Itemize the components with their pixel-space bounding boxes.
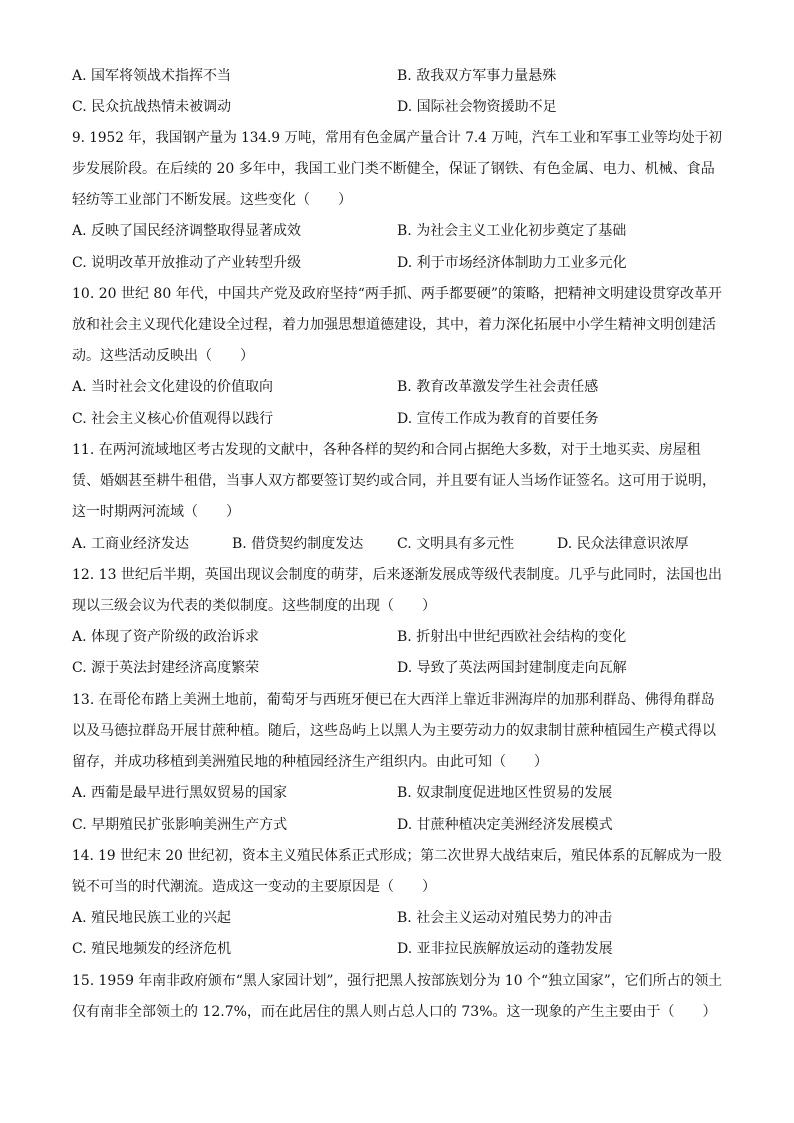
q8-option-a[interactable]: A. 国军将领战术指挥不当 [72,68,232,84]
q9-stem-line: 步发展阶段。在后续的 20 多年中，我国工业门类不断健全，保证了钢铁、有色金属、电力、机械、食品 [72,161,715,177]
q10-option-c[interactable]: C. 社会主义核心价值观得以践行 [72,411,274,427]
q9-option-a[interactable]: A. 反映了国民经济调整取得显著成效 [72,223,302,239]
q12-stem-line: 现以三级会议为代表的类似制度。这些制度的出现（ ） [72,598,436,614]
q13-option-c[interactable]: C. 早期殖民扩张影响美洲生产方式 [72,817,288,833]
q9-stem-line: 9. 1952 年，我国钢产量为 134.9 万吨，常用有色金属产量合计 7.4 万吨，汽车工业和军事工业等均处于初 [72,130,722,146]
q10-stem-line: 放和社会主义现代化建设全过程，着力加强思想道德建设，其中，着力深化拓展中小学生精神文明创建活 [72,317,716,333]
q15-stem-line: 仅有南非全部领土的 12.7%，而在此居住的黑人则占总人口的 73%。这一现象的产生主要由于（ ） [72,1004,717,1020]
q10-stem-line: 动。这些活动反映出（ ） [72,348,254,364]
q15-stem-line: 15. 1959 年南非政府颁布“黑人家园计划”，强行把黑人按部族划分为 10 个“独立国家”，它们所占的领土 [72,973,723,989]
q11-stem-line: 11. 在两河流域地区考古发现的文献中，各种各样的契约和合同占据绝大多数，对于土地买卖、房屋租 [72,442,701,458]
q14-stem-line: 锐不可当的时代潮流。造成这一变动的主要原因是（ ） [72,879,436,895]
q9-option-d[interactable]: D. 利于市场经济体制助力工业多元化 [397,255,627,271]
q11-option-d[interactable]: D. 民众法律意识浓厚 [557,536,689,552]
q10-option-a[interactable]: A. 当时社会文化建设的价值取向 [72,379,274,395]
q13-stem-line: 留存，并成功移植到美洲殖民地的种植园经济生产组织内。由此可知（ ） [72,754,548,770]
q14-option-c[interactable]: C. 殖民地频发的经济危机 [72,941,232,957]
q13-stem-line: 13. 在哥伦布踏上美洲土地前，葡萄牙与西班牙便已在大西洋上靠近非洲海岸的加那利群岛、佛得角群岛 [72,692,715,708]
q12-option-b[interactable]: B. 折射出中世纪西欧社会结构的变化 [397,629,627,645]
q9-option-c[interactable]: C. 说明改革开放推动了产业转型升级 [72,255,302,271]
q9-stem-line: 轻纺等工业部门不断发展。这些变化（ ） [72,192,352,208]
q10-option-b[interactable]: B. 教育改革激发学生社会责任感 [397,379,599,395]
q12-stem-line: 12. 13 世纪后半期，英国出现议会制度的萌芽，后来逐渐发展成等级代表制度。几乎与此同时，法国也出 [72,567,723,583]
q10-option-d[interactable]: D. 宣传工作成为教育的首要任务 [397,411,599,427]
q14-option-b[interactable]: B. 社会主义运动对殖民势力的冲击 [397,910,613,926]
q10-stem-line: 10. 20 世纪 80 年代，中国共产党及政府坚持“两手抓、两手都要硬”的策略，把精神文明建设贯穿改革开 [72,286,723,302]
q14-option-a[interactable]: A. 殖民地民族工业的兴起 [72,910,232,926]
q11-stem-line: 赁、婚姻甚至耕牛租借，当事人双方都要签订契约或合同，并且要有证人当场作证签名。这可用于说明， [72,473,716,489]
q12-option-d[interactable]: D. 导致了英法两国封建制度走向瓦解 [397,660,627,676]
q11-option-c[interactable]: C. 文明具有多元性 [397,536,515,552]
q12-option-c[interactable]: C. 源于英法封建经济高度繁荣 [72,660,260,676]
q8-option-d[interactable]: D. 国际社会物资援助不足 [397,99,557,115]
q13-stem-line: 以及马德拉群岛开展甘蔗种植。随后，这些岛屿上以黑人为主要劳动力的奴隶制甘蔗种植园生产模式得以 [72,723,716,739]
q14-stem-line: 14. 19 世纪末 20 世纪初，资本主义殖民体系正式形成；第二次世界大战结束后，殖民体系的瓦解成为一股 [72,848,722,864]
q8-option-c[interactable]: C. 民众抗战热情未被调动 [72,99,232,115]
q13-option-a[interactable]: A. 西葡是最早进行黑奴贸易的国家 [72,785,288,801]
q11-option-a[interactable]: A. 工商业经济发达 [72,536,190,552]
q13-option-d[interactable]: D. 甘蔗种植决定美洲经济发展模式 [397,817,613,833]
q9-option-b[interactable]: B. 为社会主义工业化初步奠定了基础 [397,223,627,239]
q11-option-b[interactable]: B. 借贷契约制度发达 [232,536,364,552]
q11-stem-line: 这一时期两河流域（ ） [72,504,240,520]
q8-option-b[interactable]: B. 敌我双方军事力量悬殊 [397,68,557,84]
q12-option-a[interactable]: A. 体现了资产阶级的政治诉求 [72,629,260,645]
q14-option-d[interactable]: D. 亚非拉民族解放运动的蓬勃发展 [397,941,613,957]
q13-option-b[interactable]: B. 奴隶制度促进地区性贸易的发展 [397,785,613,801]
